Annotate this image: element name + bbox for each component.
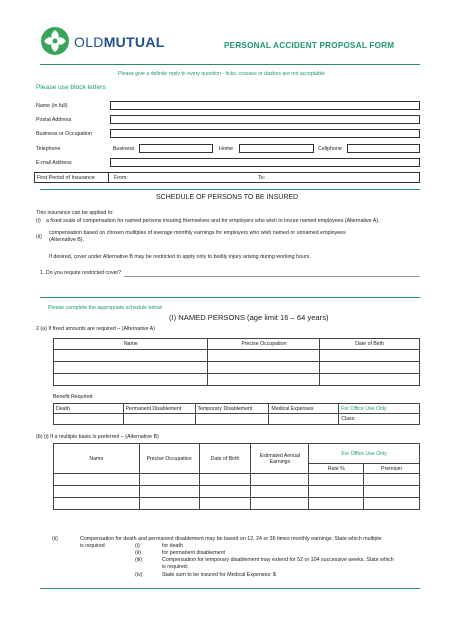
item-ii-text-2: (Alternative B). [49, 237, 85, 243]
business-field[interactable] [110, 129, 420, 138]
benefit-death: Death [54, 404, 124, 414]
item-i-text: a fixed scale of compensation for named persons insuring themselves and for employers who wish to insure named employees (Alternative A). [46, 218, 380, 224]
bii-text-2: is required [80, 543, 105, 549]
table-row[interactable] [54, 374, 420, 386]
telephone-label: Telephone [36, 146, 61, 152]
q2a-text: 2 (a) If fixed amounts are required – (Alternative A) [36, 326, 155, 332]
table-row[interactable] [54, 350, 420, 362]
bii-item-1-num: (i) [135, 543, 140, 549]
benefit-medical: Medical Expenses [269, 404, 339, 414]
tel-cell-label: Cellphone [318, 146, 342, 152]
bii-item-2-text: for permanent disablement [162, 550, 226, 556]
b-col-earnings: Estimated Annual Earnings [251, 444, 309, 474]
email-label: E-mail Address [36, 160, 72, 166]
bii-item-3-text: Compensation for temporary disablement may extend for 52 or 104 successive weeks. State which [162, 557, 394, 563]
to-label[interactable]: To: [258, 175, 266, 181]
business-label: Business or Occupation [36, 131, 92, 137]
b-col-dob: Date of Birth [199, 444, 251, 474]
premium-label: Premium [364, 464, 420, 474]
table-row[interactable] [54, 362, 420, 374]
bii-item-3-num: (iii) [135, 557, 143, 563]
table-row[interactable] [54, 498, 420, 510]
office-use-a: For Office Use Only [339, 404, 420, 414]
name-field[interactable] [110, 101, 420, 110]
bii-num: (ii) [52, 536, 58, 542]
tel-home-label: Home [219, 146, 234, 152]
table-row[interactable] [54, 474, 420, 486]
tel-cell-field[interactable] [347, 144, 420, 153]
email-field[interactable] [110, 158, 420, 167]
from-label[interactable]: From: [114, 175, 128, 181]
schedule-divider [40, 189, 420, 190]
bii-item-1-text: for death [162, 543, 183, 549]
benefit-temporary: Temporary Disablement [195, 404, 269, 414]
bii-text-1: Compensation for death and permanent disablement may be based on 12, 24 or 36 times monthly earnings. State which multiple [80, 536, 382, 542]
tel-business-label: Business [113, 146, 135, 152]
tel-business-field[interactable] [139, 144, 213, 153]
old-mutual-logo-icon [40, 26, 70, 56]
block-letters-note: Please use block letters [36, 84, 106, 91]
title-divider [40, 64, 420, 65]
brand-mutual: MUTUAL [103, 34, 165, 50]
item-ii-num: (ii) [36, 234, 42, 240]
rate-label: Rate % [309, 464, 364, 474]
name-label: Name (in full) [36, 103, 68, 109]
named-persons-table [53, 338, 420, 386]
form-title: PERSONAL ACCIDENT PROPOSAL FORM [224, 41, 395, 50]
benefit-permanent: Permanent Disablement [123, 404, 195, 414]
restriction-text: If desired, cover under Alternative B may be restricted to apply only to bodily injury arising during working hours. [49, 254, 311, 260]
col-name: Name [54, 339, 208, 350]
table-row[interactable] [54, 414, 420, 425]
complete-note: Please complete the appropriate schedule below [48, 305, 163, 311]
b-col-name: Name [54, 444, 140, 474]
bii-item-2-num: (ii) [135, 550, 141, 556]
applied-to-text: This insurance can be applied to: [36, 210, 114, 216]
period-label: First Period of Insurance [37, 175, 95, 181]
postal-label: Postal Address [36, 117, 72, 123]
schedule-heading: SCHEDULE OF PERSONS TO BE INSURED [156, 194, 299, 201]
table-row[interactable] [54, 486, 420, 498]
benefit-required-label: Benefit Required [53, 394, 93, 400]
postal-field[interactable] [110, 115, 420, 124]
q1-text: 1. Do you require restricted cover? [40, 270, 122, 276]
tel-home-field[interactable] [239, 144, 314, 153]
logo [40, 26, 200, 56]
q2b-text: (b) (i) If a multiple basis is preferred – (Alternative B) [36, 434, 159, 440]
item-ii-text-1: compensation based on chosen multiples of average monthly earnings for employers who wish named or unnamed employees [49, 230, 346, 236]
bii-item-4-text: State sum to be insured for Medical Expenses: $ [162, 572, 276, 578]
brand-old: OLD [74, 34, 104, 50]
col-dob: Date of Birth [320, 339, 420, 350]
period-divider [108, 172, 109, 183]
section-a-divider [40, 297, 420, 298]
named-persons-heading: (I) NAMED PERSONS (age limit 16 – 64 years) [169, 313, 329, 322]
bii-item-4-num: (iv) [135, 572, 143, 578]
b-col-occupation: Precise Occupation [139, 444, 199, 474]
benefits-table [53, 403, 420, 425]
col-occupation: Precise Occupation [208, 339, 320, 350]
item-i-num: (i) [36, 218, 41, 224]
instruction-text: Please give a definite reply to every question - ticks, crosses or dashes are not acceptable [118, 71, 326, 77]
footer-divider [40, 588, 420, 589]
class-label: Class: [339, 414, 420, 425]
bii-item-3b-text: is required: [162, 564, 189, 570]
q1-answer-field[interactable] [124, 268, 420, 277]
office-use-b: For Office Use Only [309, 444, 420, 464]
multiple-basis-table [53, 443, 420, 510]
